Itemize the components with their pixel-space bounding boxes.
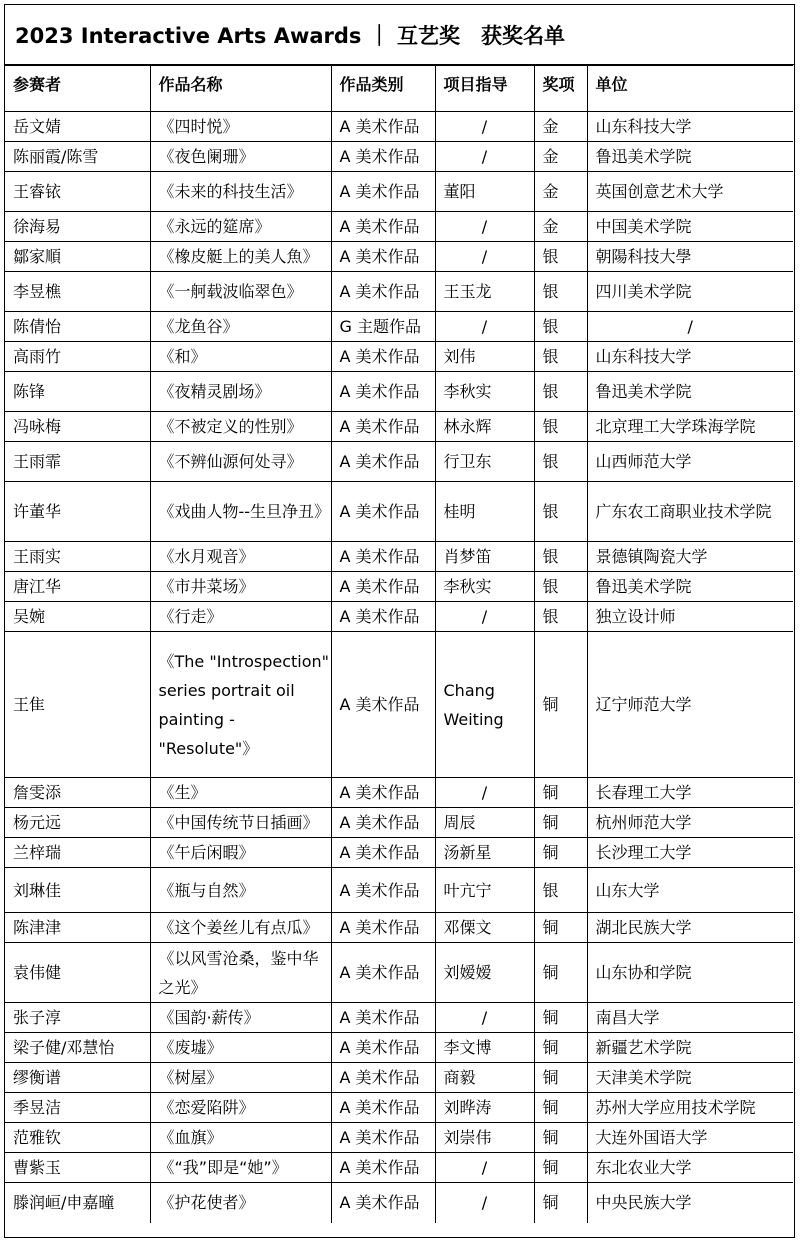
cell-participant: 梁子健/邓慧怡 — [5, 1033, 150, 1063]
table-row — [5, 172, 793, 212]
cell-category: A 美术作品 — [331, 913, 435, 943]
cell-participant: 陈津津 — [5, 913, 150, 943]
cell-participant: 王雨霏 — [5, 442, 150, 482]
cell-award: 银 — [534, 602, 587, 632]
cell-work-title: 《不被定义的性别》 — [150, 412, 331, 442]
cell-unit: 山东科技大学 — [587, 112, 793, 142]
cell-category: A 美术作品 — [331, 778, 435, 808]
table-row — [5, 1153, 793, 1183]
cell-guide: 李文博 — [435, 1033, 534, 1063]
cell-unit: 新疆艺术学院 — [587, 1033, 793, 1063]
table-row — [5, 112, 793, 142]
cell-award: 铜 — [534, 632, 587, 778]
cell-participant: 唐江华 — [5, 572, 150, 602]
table-row — [5, 312, 793, 342]
cell-work-title: 《不辨仙源何处寻》 — [150, 442, 331, 482]
cell-participant: 兰梓瑞 — [5, 838, 150, 868]
cell-work-title: 《废墟》 — [150, 1033, 331, 1063]
cell-unit: 杭州师范大学 — [587, 808, 793, 838]
cell-work-title: 《恋爱陷阱》 — [150, 1093, 331, 1123]
cell-unit: 独立设计师 — [587, 602, 793, 632]
cell-award: 铜 — [534, 838, 587, 868]
cell-participant: 鄒家順 — [5, 242, 150, 272]
cell-unit: 山东大学 — [587, 868, 793, 913]
cell-unit: 苏州大学应用技术学院 — [587, 1093, 793, 1123]
cell-unit: 广东农工商职业技术学院 — [587, 482, 793, 542]
cell-participant: 袁伟健 — [5, 943, 150, 1003]
cell-participant: 岳文婧 — [5, 112, 150, 142]
cell-guide: 叶亢宁 — [435, 868, 534, 913]
cell-participant: 缪衡谱 — [5, 1063, 150, 1093]
cell-guide: 行卫东 — [435, 442, 534, 482]
cell-unit: 辽宁师范大学 — [587, 632, 793, 778]
cell-work-title: 《橡皮艇上的美人魚》 — [150, 242, 331, 272]
cell-work-title: 《永远的筵席》 — [150, 212, 331, 242]
cell-work-title: 《夜精灵剧场》 — [150, 372, 331, 412]
cell-unit: 鲁迅美术学院 — [587, 372, 793, 412]
cell-award: 铜 — [534, 913, 587, 943]
cell-work-title: 《血旗》 — [150, 1123, 331, 1153]
cell-award: 银 — [534, 342, 587, 372]
cell-participant: 徐海易 — [5, 212, 150, 242]
table-row — [5, 572, 793, 602]
cell-work-title: 《和》 — [150, 342, 331, 372]
cell-participant: 滕润峘/申嘉曈 — [5, 1183, 150, 1223]
cell-category: A 美术作品 — [331, 172, 435, 212]
cell-guide: 刘崇伟 — [435, 1123, 534, 1153]
cell-unit: 中央民族大学 — [587, 1183, 793, 1223]
table-row — [5, 838, 793, 868]
cell-category: A 美术作品 — [331, 542, 435, 572]
table-row — [5, 1123, 793, 1153]
table-row — [5, 1183, 793, 1223]
cell-category: A 美术作品 — [331, 632, 435, 778]
page-title: 2023 Interactive Arts Awards ｜ 互艺奖 获奖名单 — [5, 5, 794, 65]
cell-participant: 高雨竹 — [5, 342, 150, 372]
cell-guide: / — [435, 778, 534, 808]
cell-work-title: 《The "Introspection" series portrait oil painting - "Resolute"》 — [150, 632, 331, 778]
cell-category: A 美术作品 — [331, 808, 435, 838]
cell-award: 铜 — [534, 1093, 587, 1123]
cell-guide: / — [435, 602, 534, 632]
cell-unit: 南昌大学 — [587, 1003, 793, 1033]
table-row — [5, 1003, 793, 1033]
table-row — [5, 778, 793, 808]
cell-category: A 美术作品 — [331, 142, 435, 172]
cell-unit: 北京理工大学珠海学院 — [587, 412, 793, 442]
header-award: 奖项 — [534, 66, 587, 112]
cell-guide: / — [435, 242, 534, 272]
header-unit: 单位 — [587, 66, 793, 112]
cell-unit: 大连外国语大学 — [587, 1123, 793, 1153]
cell-guide: / — [435, 212, 534, 242]
cell-guide: 李秋实 — [435, 372, 534, 412]
cell-work-title: 《中国传统节日插画》 — [150, 808, 331, 838]
cell-work-title: 《树屋》 — [150, 1063, 331, 1093]
cell-category: A 美术作品 — [331, 1003, 435, 1033]
cell-work-title: 《以风雪沧桑，鉴中华之光》 — [150, 943, 331, 1003]
cell-work-title: 《这个姜丝儿有点瓜》 — [150, 913, 331, 943]
cell-award: 铜 — [534, 1033, 587, 1063]
cell-guide: 刘晔涛 — [435, 1093, 534, 1123]
cell-guide: 李秋实 — [435, 572, 534, 602]
cell-award: 银 — [534, 542, 587, 572]
cell-work-title: 《生》 — [150, 778, 331, 808]
cell-category: A 美术作品 — [331, 602, 435, 632]
cell-category: A 美术作品 — [331, 1033, 435, 1063]
cell-award: 银 — [534, 372, 587, 412]
cell-guide: 周辰 — [435, 808, 534, 838]
table-row — [5, 142, 793, 172]
table-row — [5, 602, 793, 632]
cell-unit: 鲁迅美术学院 — [587, 572, 793, 602]
cell-award: 银 — [534, 312, 587, 342]
table-row — [5, 913, 793, 943]
cell-award: 铜 — [534, 808, 587, 838]
cell-work-title: 《午后闲暇》 — [150, 838, 331, 868]
cell-unit: 山东科技大学 — [587, 342, 793, 372]
cell-award: 金 — [534, 142, 587, 172]
cell-guide: / — [435, 1003, 534, 1033]
cell-guide: 王玉龙 — [435, 272, 534, 312]
cell-award: 铜 — [534, 778, 587, 808]
cell-guide: 董阳 — [435, 172, 534, 212]
cell-guide: Chang Weiting — [435, 632, 534, 778]
cell-award: 银 — [534, 868, 587, 913]
cell-unit: 山东协和学院 — [587, 943, 793, 1003]
table-row — [5, 632, 793, 778]
cell-work-title: 《四时悦》 — [150, 112, 331, 142]
cell-category: A 美术作品 — [331, 412, 435, 442]
cell-unit: 天津美术学院 — [587, 1063, 793, 1093]
table-row — [5, 242, 793, 272]
cell-guide: / — [435, 142, 534, 172]
cell-category: A 美术作品 — [331, 1063, 435, 1093]
cell-award: 铜 — [534, 1063, 587, 1093]
cell-guide: 刘嫒嫒 — [435, 943, 534, 1003]
cell-unit: 朝陽科技大學 — [587, 242, 793, 272]
cell-award: 铜 — [534, 1153, 587, 1183]
header-work-title: 作品名称 — [150, 66, 331, 112]
cell-category: A 美术作品 — [331, 272, 435, 312]
cell-category: A 美术作品 — [331, 868, 435, 913]
table-body — [5, 112, 793, 1223]
table-row — [5, 808, 793, 838]
cell-unit: 山西师范大学 — [587, 442, 793, 482]
cell-guide: / — [435, 1153, 534, 1183]
cell-participant: 詹雯添 — [5, 778, 150, 808]
cell-category: A 美术作品 — [331, 482, 435, 542]
cell-category: A 美术作品 — [331, 1123, 435, 1153]
cell-participant: 刘琳佳 — [5, 868, 150, 913]
cell-guide: 商毅 — [435, 1063, 534, 1093]
cell-work-title: 《一舸载波临翠色》 — [150, 272, 331, 312]
table-row — [5, 868, 793, 913]
table-row — [5, 482, 793, 542]
cell-award: 金 — [534, 172, 587, 212]
cell-guide: 汤新星 — [435, 838, 534, 868]
cell-work-title: 《夜色阑珊》 — [150, 142, 331, 172]
table-row — [5, 412, 793, 442]
cell-award: 金 — [534, 212, 587, 242]
cell-guide: / — [435, 1183, 534, 1223]
table-row — [5, 1093, 793, 1123]
cell-work-title: 《戏曲人物--生旦净丑》 — [150, 482, 331, 542]
cell-unit: 鲁迅美术学院 — [587, 142, 793, 172]
cell-participant: 陈丽霞/陈雪 — [5, 142, 150, 172]
table-row — [5, 943, 793, 1003]
cell-unit: 四川美术学院 — [587, 272, 793, 312]
cell-category: A 美术作品 — [331, 1153, 435, 1183]
cell-work-title: 《国韵·薪传》 — [150, 1003, 331, 1033]
cell-work-title: 《未来的科技生活》 — [150, 172, 331, 212]
cell-award: 银 — [534, 442, 587, 482]
table-row — [5, 372, 793, 412]
header-category: 作品类别 — [331, 66, 435, 112]
cell-work-title: 《行走》 — [150, 602, 331, 632]
award-list-sheet — [4, 4, 795, 1238]
cell-participant: 范雅钦 — [5, 1123, 150, 1153]
cell-category: A 美术作品 — [331, 242, 435, 272]
cell-award: 铜 — [534, 1003, 587, 1033]
cell-participant: 李昱樵 — [5, 272, 150, 312]
cell-award: 银 — [534, 482, 587, 542]
cell-guide: 林永辉 — [435, 412, 534, 442]
cell-category: A 美术作品 — [331, 1183, 435, 1223]
cell-unit: 长春理工大学 — [587, 778, 793, 808]
table-row — [5, 542, 793, 572]
cell-category: A 美术作品 — [331, 838, 435, 868]
cell-guide: / — [435, 112, 534, 142]
cell-category: A 美术作品 — [331, 1093, 435, 1123]
cell-category: A 美术作品 — [331, 212, 435, 242]
cell-participant: 王隹 — [5, 632, 150, 778]
cell-participant: 冯咏梅 — [5, 412, 150, 442]
cell-category: A 美术作品 — [331, 112, 435, 142]
cell-unit: 景德镇陶瓷大学 — [587, 542, 793, 572]
cell-category: G 主题作品 — [331, 312, 435, 342]
cell-participant: 王睿铱 — [5, 172, 150, 212]
table-row — [5, 272, 793, 312]
cell-work-title: 《护花使者》 — [150, 1183, 331, 1223]
cell-participant: 吴婉 — [5, 602, 150, 632]
cell-unit: 长沙理工大学 — [587, 838, 793, 868]
cell-award: 铜 — [534, 1123, 587, 1153]
cell-award: 银 — [534, 412, 587, 442]
table-row — [5, 1063, 793, 1093]
cell-award: 银 — [534, 242, 587, 272]
cell-participant: 张子淳 — [5, 1003, 150, 1033]
cell-award: 铜 — [534, 1183, 587, 1223]
cell-guide: / — [435, 312, 534, 342]
cell-participant: 曹紫玉 — [5, 1153, 150, 1183]
award-table — [5, 65, 793, 1223]
table-row — [5, 442, 793, 482]
table-row — [5, 212, 793, 242]
cell-participant: 杨元远 — [5, 808, 150, 838]
cell-category: A 美术作品 — [331, 372, 435, 412]
cell-participant: 陈倩怡 — [5, 312, 150, 342]
cell-work-title: 《“我”即是“她”》 — [150, 1153, 331, 1183]
cell-participant: 季昱洁 — [5, 1093, 150, 1123]
header-participant: 参赛者 — [5, 66, 150, 112]
table-row — [5, 342, 793, 372]
cell-category: A 美术作品 — [331, 342, 435, 372]
cell-award: 铜 — [534, 943, 587, 1003]
cell-category: A 美术作品 — [331, 943, 435, 1003]
cell-work-title: 《市井菜场》 — [150, 572, 331, 602]
cell-guide: 肖梦笛 — [435, 542, 534, 572]
cell-category: A 美术作品 — [331, 442, 435, 482]
cell-unit: / — [587, 312, 793, 342]
cell-unit: 东北农业大学 — [587, 1153, 793, 1183]
cell-participant: 许董华 — [5, 482, 150, 542]
cell-award: 金 — [534, 112, 587, 142]
header-guide: 项目指导 — [435, 66, 534, 112]
cell-unit: 英国创意艺术大学 — [587, 172, 793, 212]
cell-guide: 桂明 — [435, 482, 534, 542]
cell-guide: 刘伟 — [435, 342, 534, 372]
cell-participant: 陈锋 — [5, 372, 150, 412]
cell-award: 银 — [534, 572, 587, 602]
cell-category: A 美术作品 — [331, 572, 435, 602]
cell-participant: 王雨实 — [5, 542, 150, 572]
cell-work-title: 《水月观音》 — [150, 542, 331, 572]
table-row — [5, 1033, 793, 1063]
cell-award: 银 — [534, 272, 587, 312]
table-header-row — [5, 66, 793, 112]
cell-work-title: 《瓶与自然》 — [150, 868, 331, 913]
cell-guide: 邓傈文 — [435, 913, 534, 943]
cell-unit: 湖北民族大学 — [587, 913, 793, 943]
cell-work-title: 《龙鱼谷》 — [150, 312, 331, 342]
cell-unit: 中国美术学院 — [587, 212, 793, 242]
